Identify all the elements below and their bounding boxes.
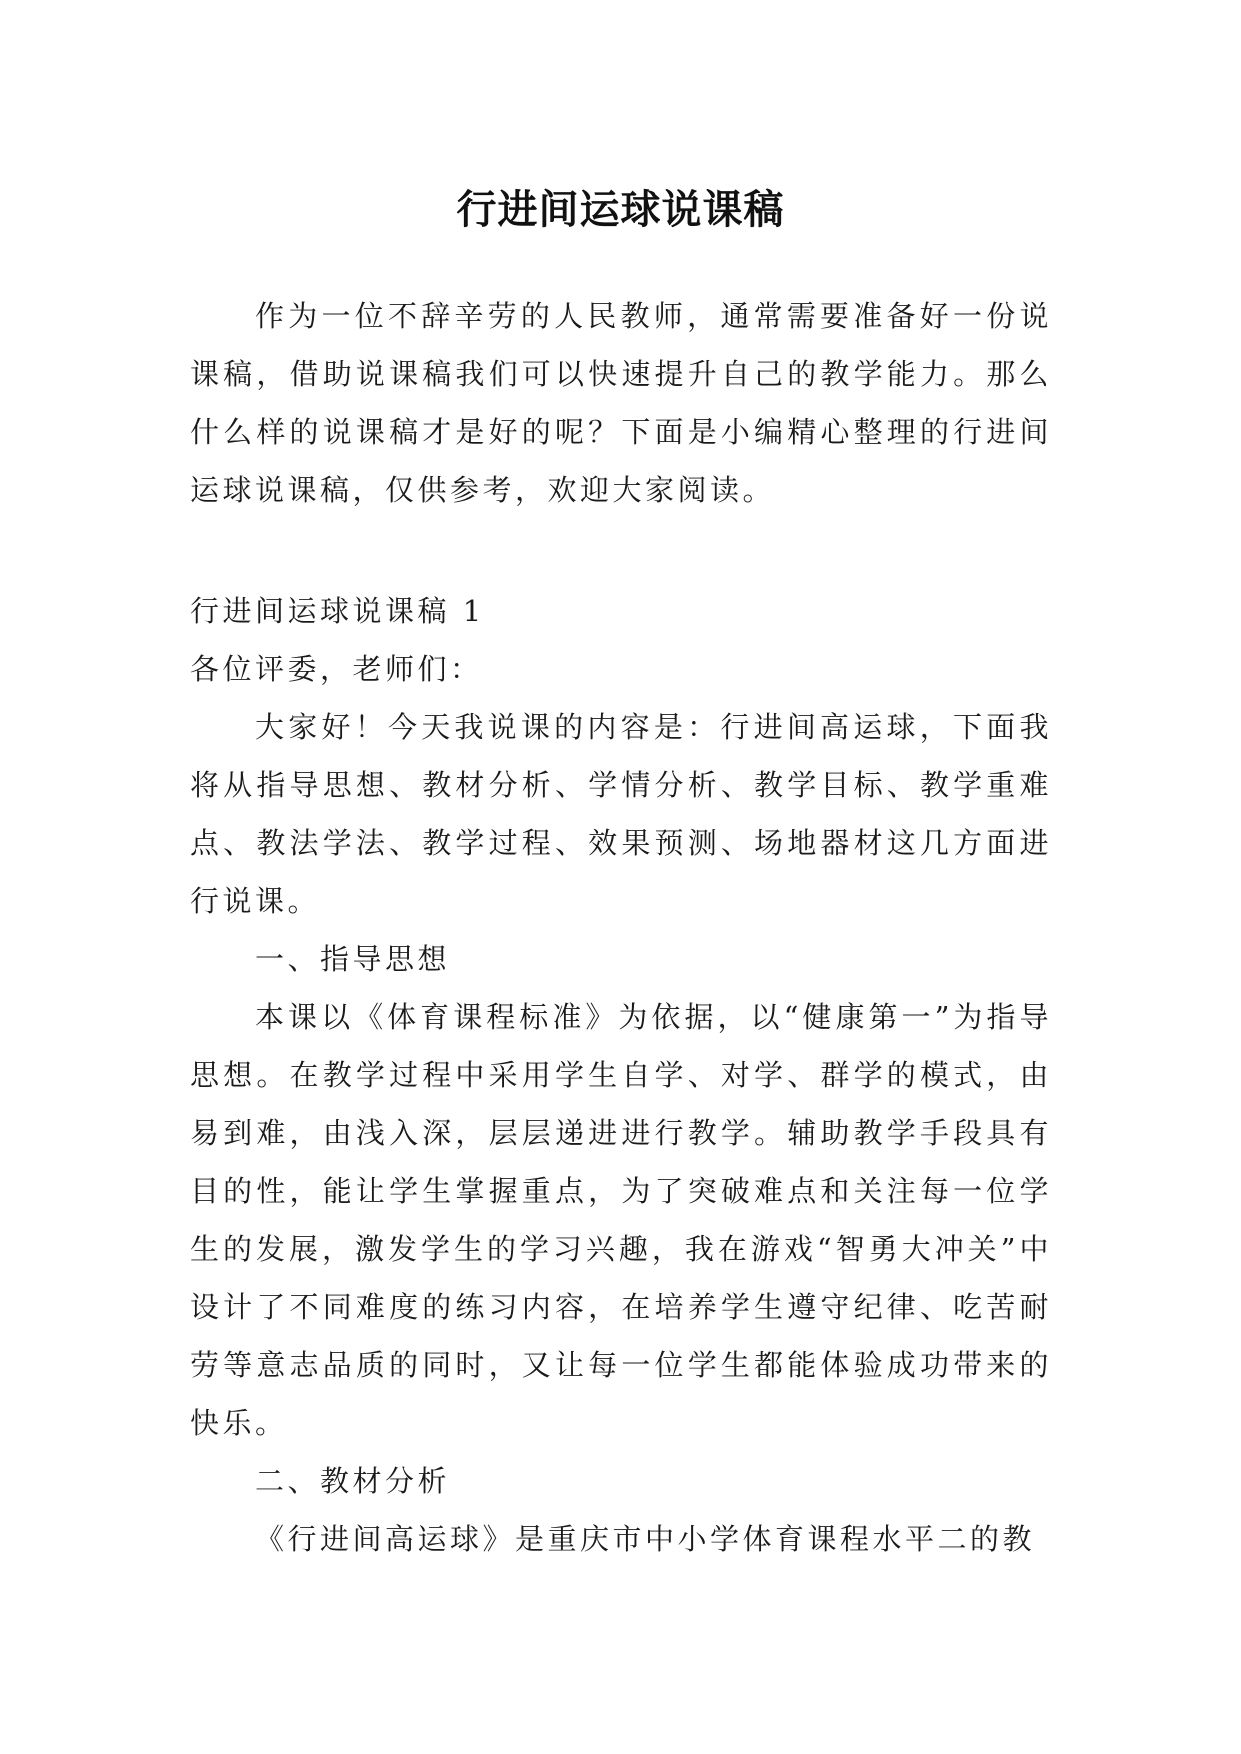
paragraph-guiding-ideology: 本课以《体育课程标准》为依据，以“健康第一”为指导思想。在教学过程中采用学生自学、对学、群学的模式，由易到难，由浅入深，层层递进进行教学。辅助教学手段具有目的性，能让学生掌握重点，为了突破难点和关注每一位学生的发展，激发学生的学习兴趣，我在游戏“智勇大冲关”中设计了不同难度的练习内容，在培养学生遵守纪律、吃苦耐劳等意志品质的同时，又让每一位学生都能体验成功带来的快乐。 (190, 1000, 1052, 1440)
document-title: 行进间运球说课稿 (456, 186, 785, 233)
intro-block (190, 287, 1052, 519)
heading-textbook-analysis: 二、教材分析 (255, 1464, 451, 1498)
greeting-paragraph: 大家好！今天我说课的内容是：行进间高运球，下面我将从指导思想、教材分析、学情分析、教学目标、教学重难点、教法学法、教学过程、效果预测、场地器材这几方面进行说课。 (190, 710, 1052, 918)
heading-guiding-ideology: 一、指导思想 (255, 942, 451, 976)
main-content (190, 582, 1052, 1568)
paragraph-textbook-analysis: 《行进间高运球》是重庆市中小学体育课程水平二的教 (255, 1522, 1036, 1556)
intro-paragraph: 作为一位不辞辛劳的人民教师，通常需要准备好一份说课稿，借助说课稿我们可以快速提升自己的教学能力。那么什么样的说课稿才是好的呢？下面是小编精心整理的行进间运球说课稿，仅供参考，欢迎大家阅读。 (190, 299, 1052, 507)
section-heading: 行进间运球说课稿 1 (190, 594, 485, 628)
salutation: 各位评委，老师们： (190, 652, 483, 686)
